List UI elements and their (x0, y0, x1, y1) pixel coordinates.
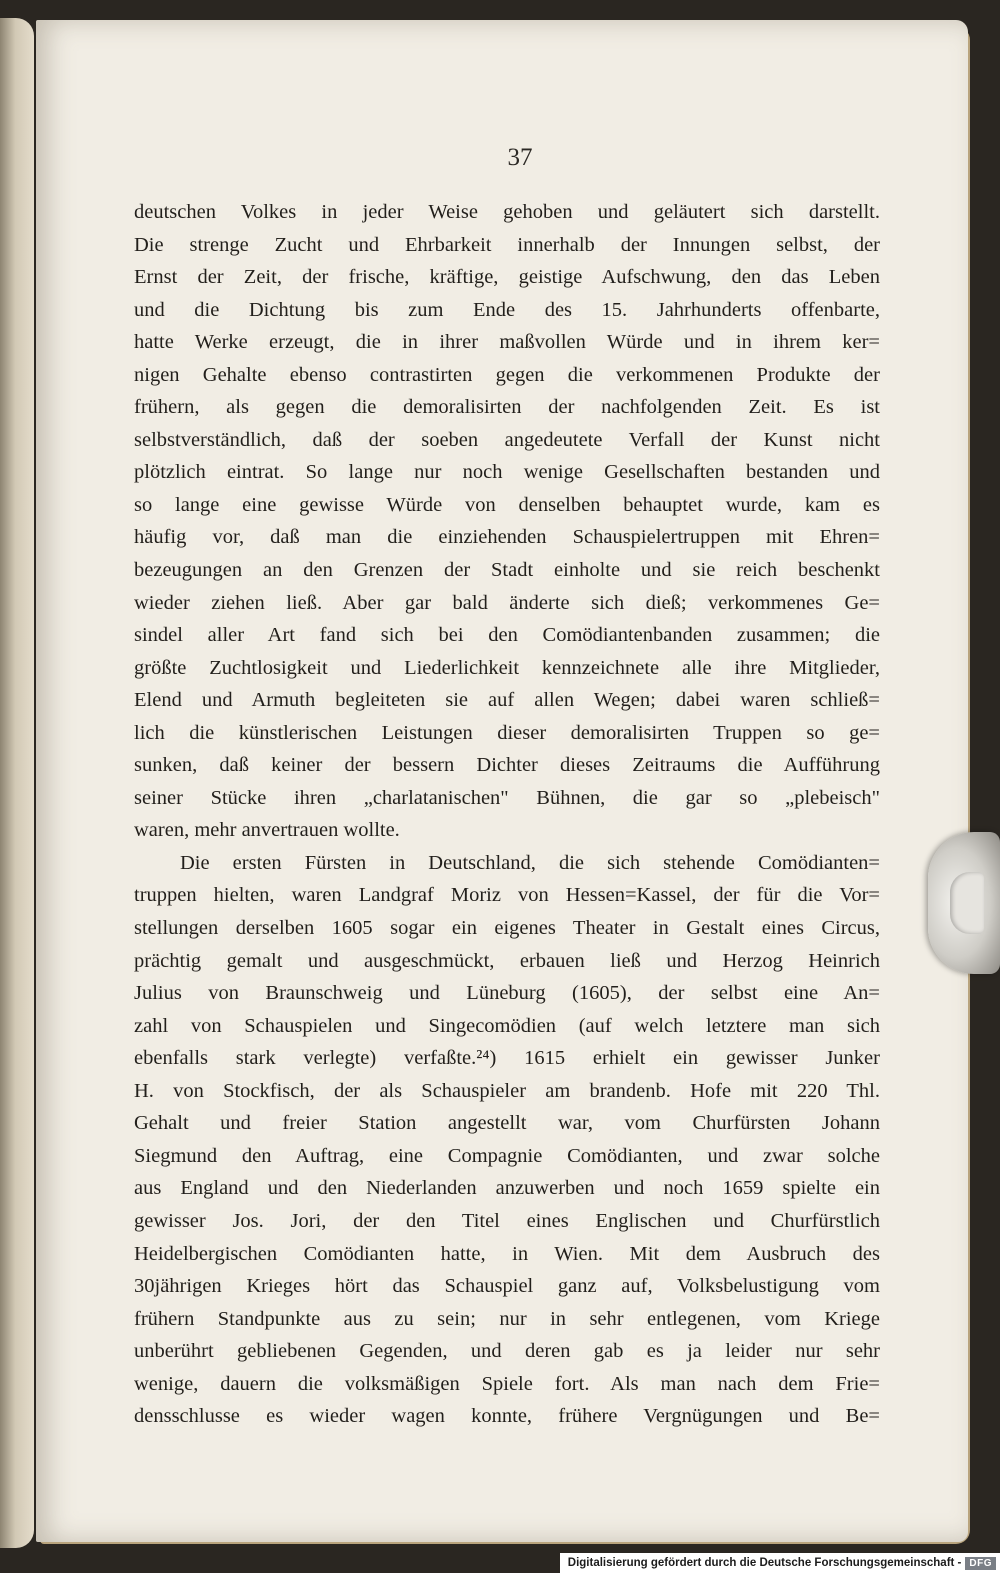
text-line: zahl von Schauspielen und Singecomödien (auf welch letztere man sich (134, 1014, 880, 1037)
dfg-logo: DFG (965, 1557, 996, 1570)
text-line: so lange eine gewisse Würde von denselben behauptet wurde, kam es (134, 493, 880, 516)
text-line: 30jährigen Krieges hört das Schauspiel ganz auf, Volksbelustigung vom (134, 1275, 880, 1298)
page-holder-clip (928, 832, 1000, 974)
text-line: densschlusse es wieder wagen konnte, frühere Vergnügungen und Be= (134, 1405, 880, 1428)
text-line: truppen hielten, waren Landgraf Moriz von Hessen=Kassel, der für die Vor= (134, 884, 880, 907)
footer-text: Digitalisierung gefördert durch die Deutsche Forschungsgemeinschaft - (567, 1557, 962, 1569)
text-line: frühern Standpunkte aus zu sein; nur in sehr entlegenen, vom Kriege (134, 1307, 880, 1330)
page-number: 37 (507, 144, 533, 171)
text-line: Siegmund den Auftrag, eine Compagnie Comödianten, und zwar solche (134, 1144, 880, 1167)
text-line-paragraph-start: Die ersten Fürsten in Deutschland, die sich stehende Comödianten= (180, 851, 880, 874)
text-line: nigen Gehalte ebenso contrastirten gegen die verkommenen Produkte der (134, 363, 880, 386)
text-line: und die Dichtung bis zum Ende des 15. Jahrhunderts offenbarte, (134, 298, 880, 321)
page-holder-clip-inner (950, 872, 984, 934)
text-line: Elend und Armuth begleiteten sie auf allen Wegen; dabei waren schließ= (134, 689, 880, 712)
text-line: sindel aller Art fand sich bei den Comödiantenbanden zusammen; die (134, 624, 880, 647)
text-line: wenige, dauern die volksmäßigen Spiele fort. Als man nach dem Frie= (134, 1372, 880, 1395)
text-line: prächtig gemalt und ausgeschmückt, erbauen ließ und Herzog Heinrich (134, 949, 880, 972)
text-line: größte Zuchtlosigkeit und Liederlichkeit kennzeichnete alle ihre Mitglieder, (134, 656, 880, 679)
text-line: Gehalt und freier Station angestellt war, vom Churfürsten Johann (134, 1112, 880, 1135)
text-line: selbstverständlich, daß der soeben angedeutete Verfall der Kunst nicht (134, 428, 880, 451)
text-line: lich die künstlerischen Leistungen dieser demoralisirten Truppen so ge= (134, 721, 880, 744)
text-line: stellungen derselben 1605 sogar ein eigenes Theater in Gestalt eines Circus, (134, 917, 880, 940)
text-line: sunken, daß keiner der bessern Dichter dieses Zeitraums die Aufführung (134, 754, 880, 777)
text-line: deutschen Volkes in jeder Weise gehoben und geläutert sich darstellt. (134, 201, 880, 223)
text-line: aus England und den Niederlanden anzuwerben und noch 1659 spielte ein (134, 1177, 880, 1200)
funding-footer (560, 1553, 1000, 1573)
body-text (134, 196, 880, 1433)
text-line: seiner Stücke ihren „charlatanischen" Bühnen, die gar so „plebeisch" (134, 786, 880, 809)
left-page-edge (0, 18, 34, 1548)
text-line: frühern, als gegen die demoralisirten der nachfolgenden Zeit. Es ist (134, 396, 880, 419)
text-line: Heidelbergischen Comödianten hatte, in Wien. Mit dem Ausbruch des (134, 1242, 880, 1265)
text-line: ebenfalls stark verlegte) verfaßte.²⁴) 1615 erhielt ein gewisser Junker (134, 1047, 880, 1070)
text-line: H. von Stockfisch, der als Schauspieler am brandenb. Hofe mit 220 Thl. (134, 1079, 880, 1102)
text-line: plötzlich eintrat. So lange nur noch wenige Gesellschaften bestanden und (134, 461, 880, 484)
text-line: bezeugungen an den Grenzen der Stadt einholte und sie reich beschenkt (134, 559, 880, 582)
text-line: wieder ziehen ließ. Aber gar bald änderte sich dieß; verkommenes Ge= (134, 591, 880, 614)
text-line-paragraph-end: waren, mehr anvertrauen wollte. (134, 819, 400, 842)
text-line: Die strenge Zucht und Ehrbarkeit innerhalb der Innungen selbst, der (134, 233, 880, 256)
text-line: gewisser Jos. Jori, der den Titel eines Englischen und Churfürstlich (134, 1209, 880, 1232)
text-line: Ernst der Zeit, der frische, kräftige, geistige Aufschwung, den das Leben (134, 266, 880, 289)
text-line: Julius von Braunschweig und Lüneburg (1605), der selbst eine An= (134, 982, 880, 1005)
text-line: unberührt gebliebenen Gegenden, und deren gab es ja leider nur sehr (134, 1340, 880, 1363)
text-line: hatte Werke erzeugt, die in ihrer maßvollen Würde und in ihrem ker= (134, 331, 880, 354)
text-line: häufig vor, daß man die einziehenden Schauspielertruppen mit Ehren= (134, 526, 880, 549)
